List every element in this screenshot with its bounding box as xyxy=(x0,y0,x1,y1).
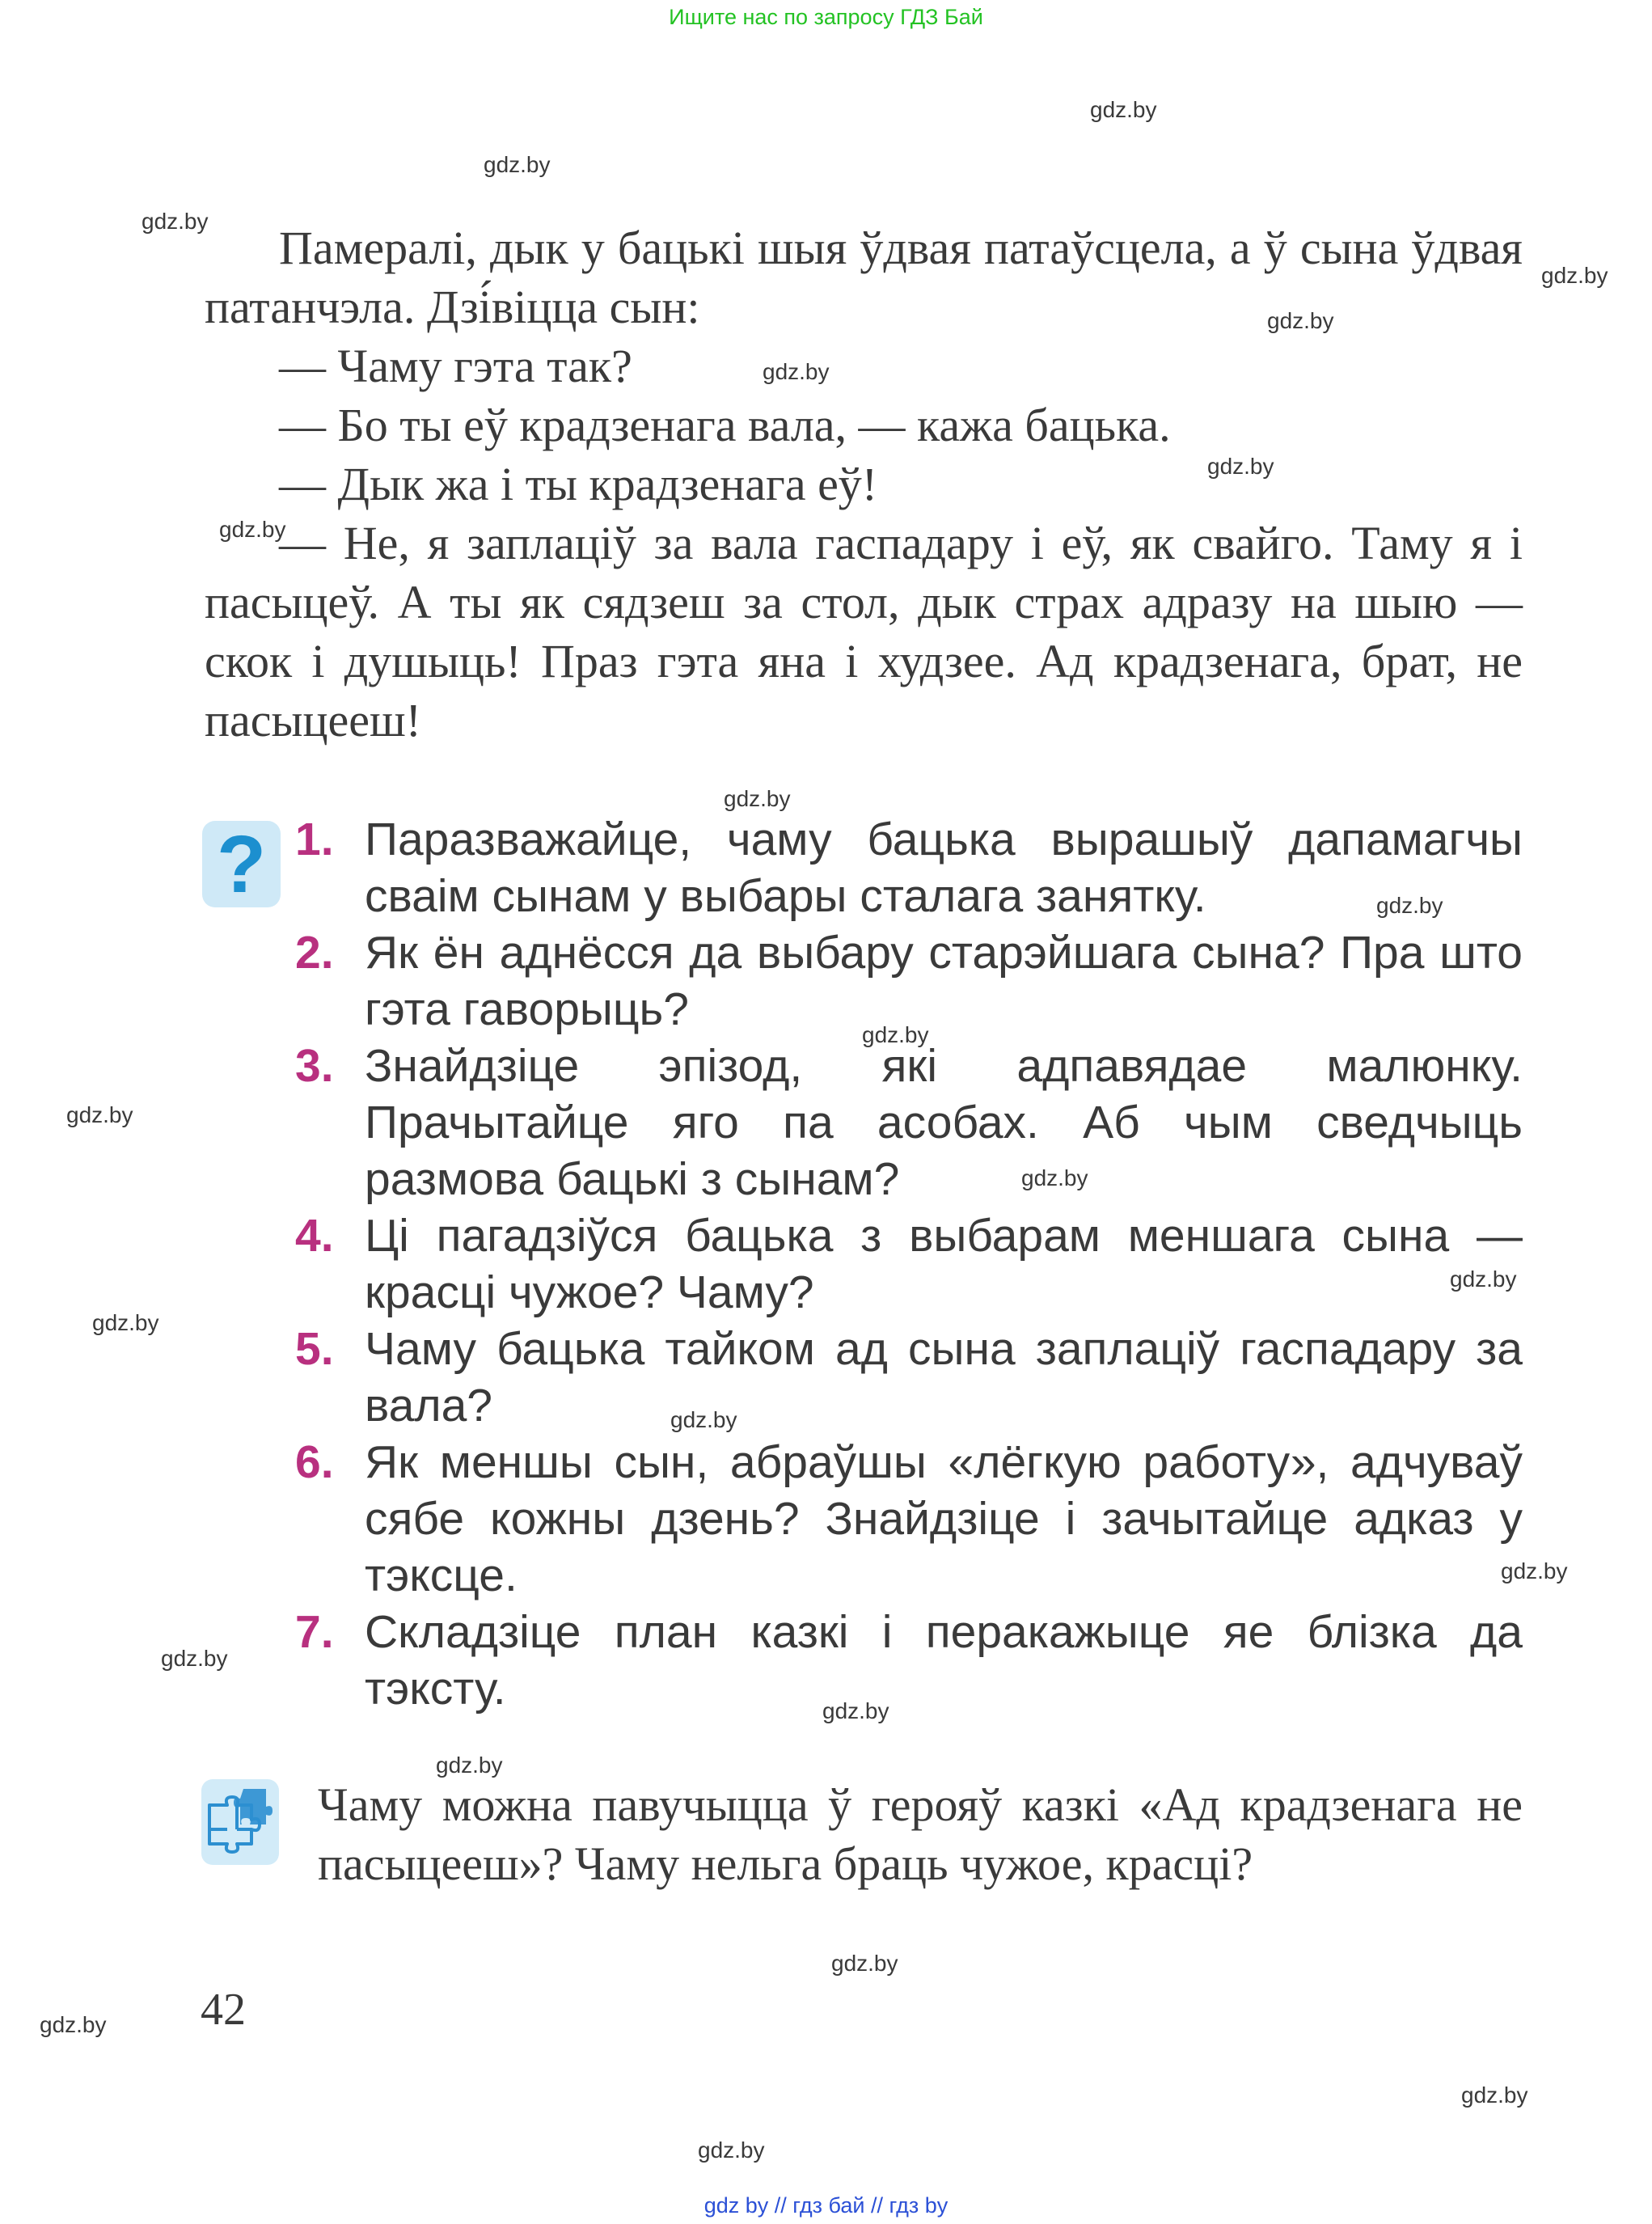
question-number: 5. xyxy=(295,1323,334,1375)
question-number: 6. xyxy=(295,1436,334,1488)
question-item xyxy=(295,924,1523,1038)
watermark: gdz.by xyxy=(1207,454,1274,479)
watermark: gdz.by xyxy=(40,2012,107,2037)
question-text: Складзіце план казкі і перакажыце яе блізка да тэксту. xyxy=(365,1606,1523,1715)
watermark: gdz.by xyxy=(436,1753,503,1778)
watermark: gdz.by xyxy=(219,517,286,542)
watermark: gdz.by xyxy=(763,359,830,384)
question-item xyxy=(295,811,1523,924)
watermark: gdz.by xyxy=(1267,308,1334,333)
question-text: Паразважайце, чаму бацька вырашыў дапамагчы сваім сынам у выбары сталага занятку. xyxy=(365,814,1523,922)
dialogue-line: — Бо ты еў крадзенага вала, — кажа бацька. xyxy=(279,399,1171,451)
question-text: Знайдзіце эпізод, які адпавядае малюнку. Прачытайце яго па асобах. Аб чым сведчыць размова бацькі з сынам? xyxy=(365,1040,1523,1205)
question-text: Ці пагадзіўся бацька з выбарам меншага сына — красці чужое? Чаму? xyxy=(365,1210,1523,1318)
watermark: gdz.by xyxy=(484,152,551,177)
question-number: 3. xyxy=(295,1040,334,1092)
bottom-links[interactable]: gdz by // гдз бай // гдз by xyxy=(703,2193,949,2218)
top-banner[interactable]: Ищите нас по запросу ГДЗ Бай xyxy=(669,5,983,29)
question-icon xyxy=(202,818,281,910)
question-item xyxy=(295,1604,1523,1717)
question-number: 1. xyxy=(295,814,334,865)
question-text: Як меншы сын, абраўшы «лёгкую работу», адчуваў сябе кожны дзень? Знайдзіце і зачытайце адказ у тэксце. xyxy=(365,1436,1523,1601)
watermark: gdz.by xyxy=(1376,893,1443,918)
question-number: 4. xyxy=(295,1210,334,1262)
story-text xyxy=(205,218,1523,750)
question-number: 2. xyxy=(295,927,334,979)
watermark: gdz.by xyxy=(1541,263,1608,288)
watermark: gdz.by xyxy=(862,1022,929,1047)
watermark: gdz.by xyxy=(1461,2082,1528,2108)
question-text: Чаму бацька тайком ад сына заплаціў гаспадару за вала? xyxy=(365,1323,1523,1431)
watermark: gdz.by xyxy=(1090,97,1157,122)
watermark: gdz.by xyxy=(142,209,209,234)
story-paragraph: Памералі, дык у бацькі шыя ўдвая патаўсцела, а ў сына ўдвая патанчэла. Дзі́віцца сын: xyxy=(205,222,1523,333)
task-text: Чаму можна павучыцца ў герояў казкі «Ад крадзенага не пасыцееш»? Чаму нельга браць чужое, красці? xyxy=(318,1778,1523,1890)
questions-list xyxy=(295,811,1523,1717)
question-item xyxy=(295,1038,1523,1207)
dialogue-line: — Дык жа і ты крадзенага еў! xyxy=(279,458,878,510)
watermark: gdz.by xyxy=(1450,1266,1517,1292)
watermark: gdz.by xyxy=(92,1310,159,1335)
dialogue-line: — Чаму гэта так? xyxy=(279,340,632,392)
question-mark: ? xyxy=(216,818,267,910)
question-item xyxy=(295,1207,1523,1321)
watermark: gdz.by xyxy=(1021,1165,1088,1190)
watermark: gdz.by xyxy=(161,1646,228,1671)
question-text: Як ён аднёсся да выбару старэйшага сына? Пра што гэта гаворыць? xyxy=(365,927,1523,1035)
page-number: 42 xyxy=(201,1985,246,2035)
puzzle-icon xyxy=(201,1779,279,1865)
watermark: gdz.by xyxy=(698,2137,765,2163)
question-item xyxy=(295,1321,1523,1434)
question-number: 7. xyxy=(295,1606,334,1658)
dialogue-line: — Не, я заплаціў за вала гаспадару і еў, як свайго. Таму я і пасыцеў. А ты як сядзеш за стол, дык страх адразу на шыю — скок і душыць! Праз гэта яна і худзее. Ад крадзенага, брат, не пасыцееш! xyxy=(205,517,1523,746)
watermark: gdz.by xyxy=(822,1698,889,1723)
question-item xyxy=(295,1434,1523,1604)
watermark: gdz.by xyxy=(1501,1558,1568,1583)
watermark: gdz.by xyxy=(724,786,791,811)
watermark: gdz.by xyxy=(66,1102,133,1127)
watermark: gdz.by xyxy=(831,1951,898,1976)
watermark: gdz.by xyxy=(670,1407,737,1432)
